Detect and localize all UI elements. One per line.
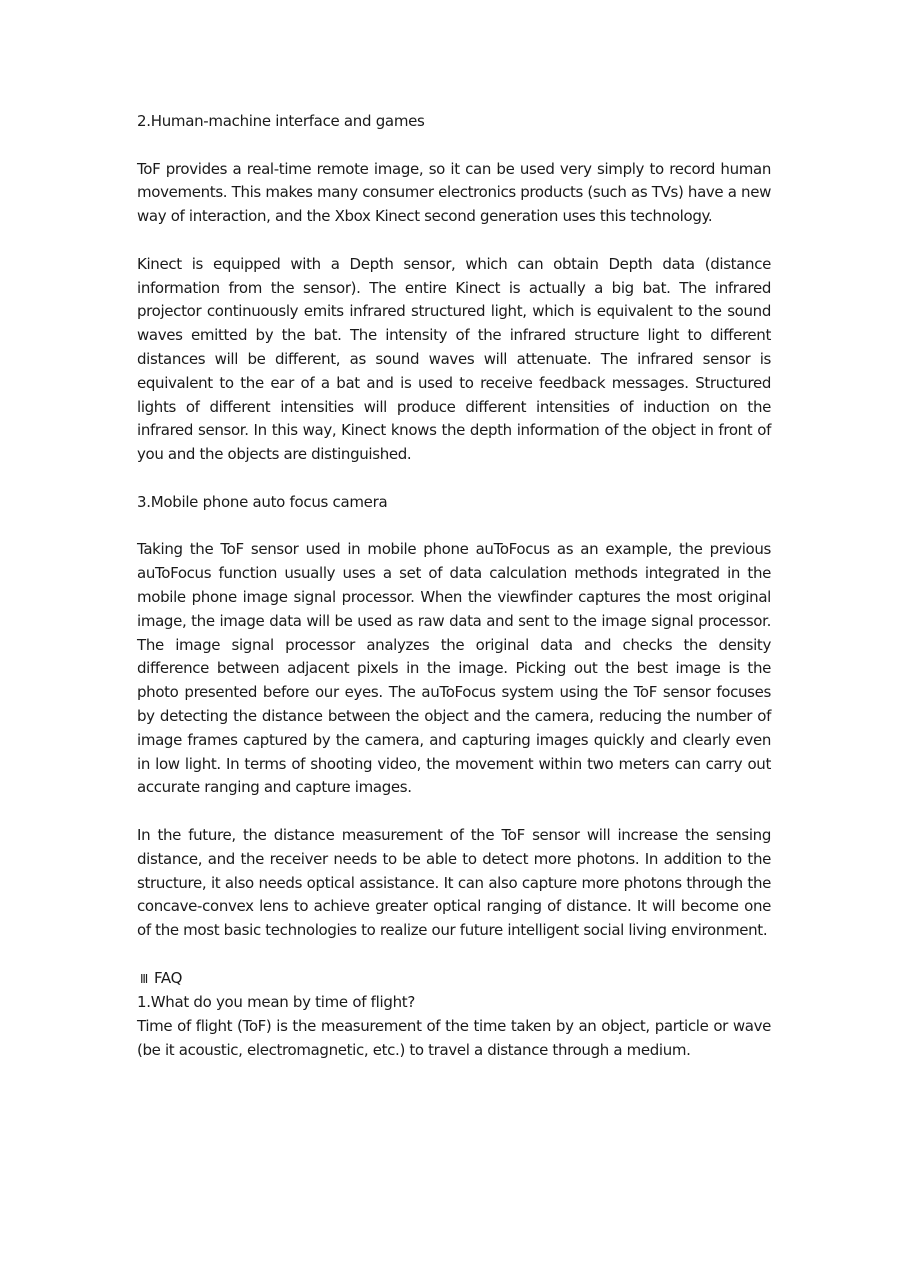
spacer [137,800,771,824]
faq-question-1: 1.What do you mean by time of flight? [137,993,416,1012]
spacer [137,467,771,491]
spacer [137,134,771,158]
faq-section-title: FAQ [153,968,183,987]
paragraph-kinect-depth-sensor: Kinect is equipped with a Depth sensor, which can obtain Depth data (distance information from the sensor). The entire Kinect is actually a big bat. The infrared projector continuously emits infrared structured light, which is equivalent to the sound waves emitted by the bat. The intensity of the infrared structure light to different distances will be different, as sound waves will attenuate. The infrared sensor is equivalent to the ear of a bat and is used to receive feedback messages. Structured lights of different intensities will produce different intensities of induction on the infrared sensor. In this way, Kinect knows the depth information of the object in front of you and the objects are distinguished. [137,254,771,464]
paragraph-autofocus: Taking the ToF sensor used in mobile phone auToFocus as an example, the previous auToFocus function usually uses a set of data calculation methods integrated in the mobile phone image signal processor. When the viewfinder captures the most original image, the image data will be used as raw data and sent to the image signal processor. The image signal processor analyzes the original data and checks the density difference between adjacent pixels in the image. Picking out the best image is the photo presented before our eyes. The auToFocus system using the ToF sensor focuses by detecting the distance between the object and the camera, reducing the number of image frames captured by the camera, and capturing images quickly and clearly even in low light. In terms of shooting video, the movement within two meters can carry out accurate ranging and capture images. [137,540,771,797]
spacer [137,943,771,967]
faq-answer-1: Time of flight (ToF) is the measurement of the time taken by an object, particle or wave (be it acoustic, electromagnetic, etc.) to travel a distance through a medium. [137,1017,771,1060]
section-heading-human-machine: 2.Human-machine interface and games [137,112,425,130]
spacer [137,229,771,253]
faq-section-numeral: Ⅲ [140,971,148,986]
paragraph-tof-realtime-image: ToF provides a real-time remote image, so it can be used very simply to record human movements. This makes many consumer electronics products (such as TVs) have a new way of interaction, and the Xbox Kinect second generation uses this technology. [137,159,771,226]
section-heading-mobile-camera: 3.Mobile phone auto focus camera [137,492,388,511]
document-body [137,110,771,1063]
faq-heading [137,967,771,992]
paragraph-future-tof: In the future, the distance measurement of the ToF sensor will increase the sensing distance, and the receiver needs to be able to detect more photons. In addition to the structure, it also needs optical assistance. It can also capture more photons through the concave-convex lens to achieve greater optical ranging of distance. It will become one of the most basic technologies to realize our future intelligent social living environment. [137,825,771,940]
spacer [137,515,771,539]
